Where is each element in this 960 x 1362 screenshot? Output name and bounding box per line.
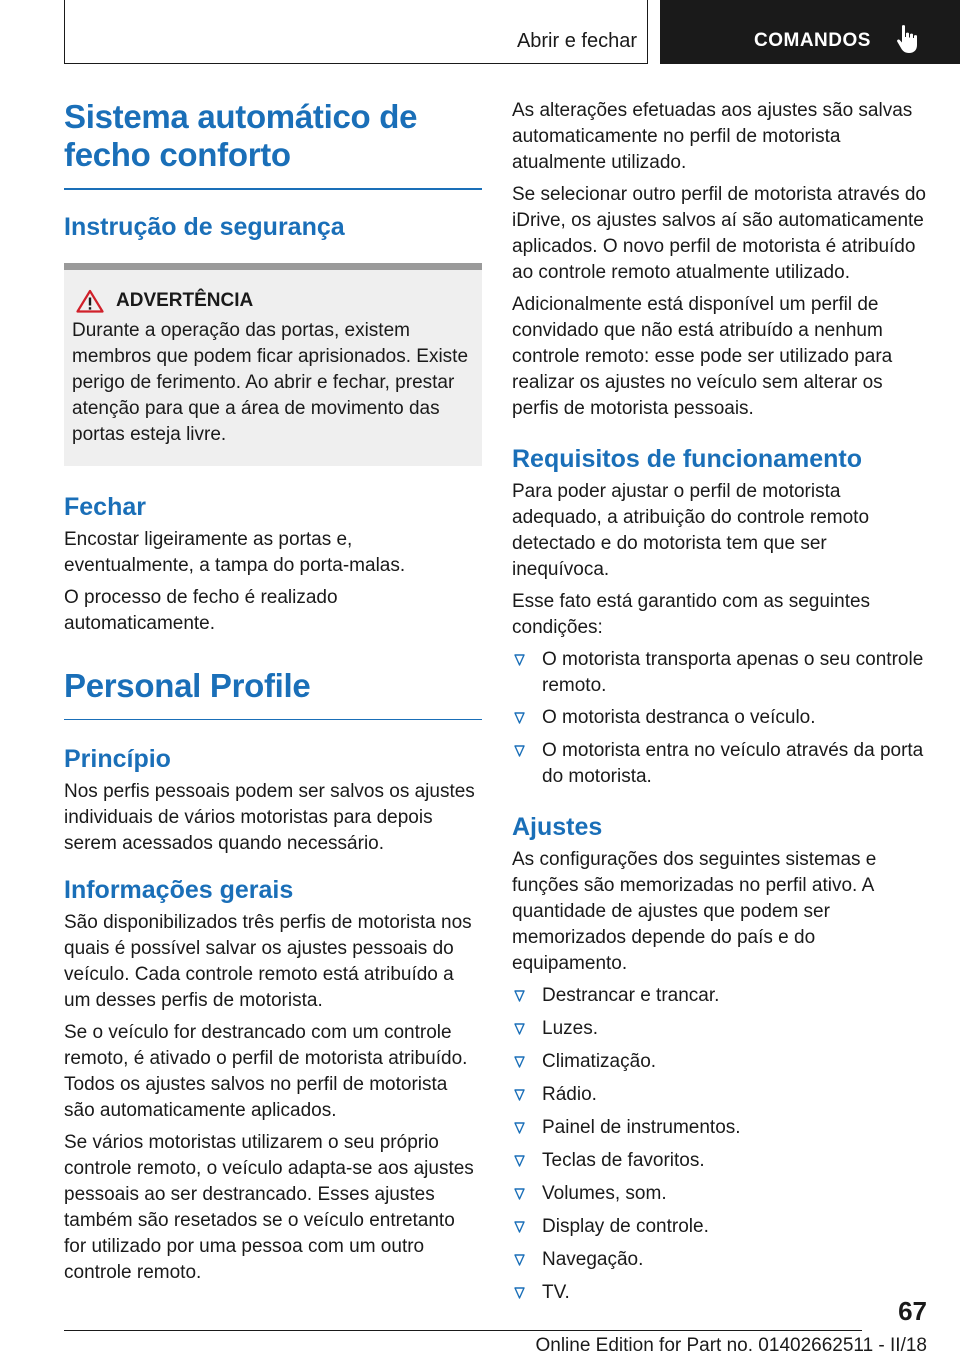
hand-pointer-icon (896, 24, 922, 54)
triangle-bullet-icon (512, 1016, 542, 1043)
right-paragraph-3: Adicionalmente está disponível um perfil de convidado que não está atribuído a nenhum controle remoto: esse pode ser utilizado para realizar os ajustes no veículo sem alterar os perfis de motorista pessoais. (512, 294, 893, 419)
warning-title-row (76, 288, 474, 314)
triangle-bullet-icon (512, 1148, 542, 1175)
list-item (512, 1214, 928, 1241)
triangle-bullet-icon (512, 1115, 542, 1142)
heading-safety: Instrução de segurança (64, 212, 345, 241)
triangle-bullet-icon (512, 983, 542, 1010)
title-divider (64, 719, 482, 721)
list-item-text: TV. (542, 1282, 570, 1303)
list-item (512, 1016, 928, 1043)
requirements-paragraph-2: Esse fato está garantido com as seguintes condições: (512, 591, 871, 638)
section-title-comfort-close: Sistema automático de fecho conforto (64, 98, 418, 173)
close-paragraph-1: Encostar ligeiramente as portas e, eventualmente, a tampa do porta-malas. (64, 528, 406, 576)
list-item-text: Display de controle. (542, 1216, 709, 1237)
triangle-bullet-icon (512, 705, 542, 732)
triangle-bullet-icon (512, 1049, 542, 1076)
list-item (512, 1181, 928, 1208)
settings-list (512, 983, 928, 1307)
list-item-text: Navegação. (542, 1249, 644, 1270)
list-item (512, 1049, 928, 1076)
list-item-text: O motorista entra no veículo através da porta do motorista. (542, 740, 924, 787)
list-item (512, 738, 928, 790)
list-item (512, 1148, 928, 1175)
list-item-text: Teclas de favoritos. (542, 1150, 705, 1171)
list-item-text: Climatização. (542, 1051, 657, 1072)
heading-close: Fechar (64, 492, 146, 521)
warning-triangle-icon (76, 289, 104, 313)
triangle-bullet-icon (512, 1280, 542, 1307)
list-item-text: Destrancar e trancar. (542, 985, 720, 1006)
list-item-text: Luzes. (542, 1018, 598, 1039)
triangle-bullet-icon (512, 738, 542, 790)
warning-box (64, 263, 482, 466)
heading-principle: Princípio (64, 745, 171, 773)
list-item-text: Rádio. (542, 1084, 597, 1105)
general-paragraph-1: São disponibilizados três perfis de motorista nos quais é possível salvar os ajustes pessoais do veículo. Cada controle remoto está atribuído a um desses perfis de motorista. (64, 912, 472, 1011)
triangle-bullet-icon (512, 1082, 542, 1109)
chapter-tab (660, 0, 960, 64)
list-item (512, 1082, 928, 1109)
footer-divider (64, 1330, 862, 1331)
general-paragraph-2: Se o veículo for destrancado com um controle remoto, é ativado o perfil de motorista atribuído. Todos os ajustes salvos no perfil de motorista são automaticamente aplicados. (64, 1022, 468, 1121)
general-paragraph-3: Se vários motoristas utilizarem o seu próprio controle remoto, o veículo adapta-se aos ajustes pessoais ao ser destrancado. Esses ajustes também são resetados se o veículo entretanto for utilizado por uma pessoa com um outro controle remoto. (64, 1132, 474, 1283)
list-item (512, 1115, 928, 1142)
list-item-text: O motorista destranca o veículo. (542, 707, 816, 728)
triangle-bullet-icon (512, 1214, 542, 1241)
page-number: 67 (898, 1296, 927, 1326)
triangle-bullet-icon (512, 1181, 542, 1208)
triangle-bullet-icon (512, 1247, 542, 1274)
list-item (512, 1247, 928, 1274)
section-title-personal-profile: Personal Profile (64, 666, 311, 704)
list-item-text: Volumes, som. (542, 1183, 667, 1204)
heading-requirements: Requisitos de funcionamento (512, 445, 863, 473)
list-item (512, 1280, 928, 1307)
heading-general-info: Informações gerais (64, 876, 294, 904)
requirements-list (512, 647, 928, 790)
list-item (512, 647, 928, 699)
list-item-text: O motorista transporta apenas o seu controle remoto. (542, 649, 924, 696)
chapter-title: COMANDOS (754, 30, 871, 51)
left-column (64, 98, 482, 1286)
right-paragraph-2: Se selecionar outro perfil de motorista através do iDrive, os ajustes salvos aí são automaticamente aplicados. O novo perfil de motorista é atribuído ao controle remoto atualmente utilizado. (512, 184, 926, 283)
right-paragraph-1: As alterações efetuadas aos ajustes são salvas automaticamente no perfil de motorista atualmente utilizado. (512, 100, 913, 173)
triangle-bullet-icon (512, 647, 542, 699)
warning-text: Durante a operação das portas, existem membros que podem ficar aprisionados. Existe perigo de ferimento. Ao abrir e fechar, prestar atenção para que a área de movimento das portas esteja livre. (72, 319, 469, 445)
requirements-paragraph-1: Para poder ajustar o perfil de motorista adequado, a atribuição do controle remoto detectado e do motorista tem que ser inequívoca. (512, 481, 870, 580)
list-item (512, 983, 928, 1010)
warning-title: ADVERTÊNCIA (116, 289, 254, 311)
close-paragraph-2: O processo de fecho é realizado automaticamente. (64, 586, 338, 634)
title-divider (64, 188, 482, 190)
heading-settings: Ajustes (512, 813, 603, 841)
list-item (512, 705, 928, 732)
settings-paragraph: As configurações dos seguintes sistemas e funções são memorizadas no perfil ativo. A quantidade de ajustes que podem ser memorizados depende do país e do equipamento. (512, 849, 877, 974)
list-item-text: Painel de instrumentos. (542, 1117, 741, 1138)
principle-paragraph: Nos perfis pessoais podem ser salvos os ajustes individuais de vários motoristas para depois serem acessados quando necessário. (64, 781, 475, 854)
footer-edition: Online Edition for Part no. 01402662511 - II/18 (535, 1335, 927, 1356)
section-title: Abrir e fechar (516, 30, 637, 52)
right-column (512, 98, 928, 1307)
